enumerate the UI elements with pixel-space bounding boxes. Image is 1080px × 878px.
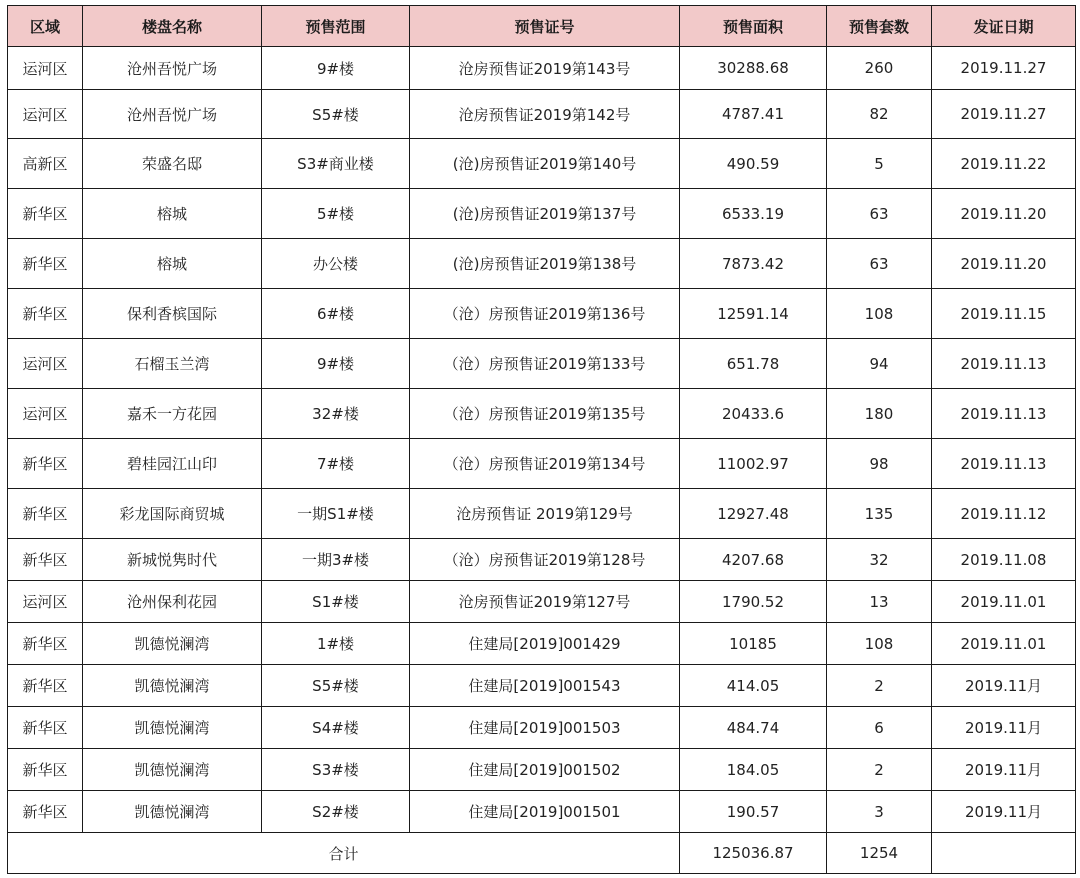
table-row — [8, 339, 1076, 389]
total-row — [8, 833, 1076, 874]
cell-presale-scope: S2#楼 — [262, 791, 410, 833]
cell-issue-date: 2019.11.01 — [932, 581, 1076, 623]
table-row — [8, 47, 1076, 90]
cell-issue-date: 2019.11.13 — [932, 389, 1076, 439]
cell-project-name: 沧州保利花园 — [83, 581, 262, 623]
cell-project-name: 新城悦隽时代 — [83, 539, 262, 581]
cell-project-name: 榕城 — [83, 189, 262, 239]
cell-presale-scope: 9#楼 — [262, 339, 410, 389]
cell-project-name: 保利香槟国际 — [83, 289, 262, 339]
cell-presale-area: 490.59 — [680, 139, 827, 189]
cell-presale-units: 2 — [827, 749, 932, 791]
cell-issue-date: 2019.11.12 — [932, 489, 1076, 539]
cell-license-number: （沧）房预售证2019第135号 — [410, 389, 680, 439]
cell-issue-date: 2019.11月 — [932, 791, 1076, 833]
cell-presale-scope: S5#楼 — [262, 665, 410, 707]
cell-presale-area: 414.05 — [680, 665, 827, 707]
cell-presale-area: 1790.52 — [680, 581, 827, 623]
cell-presale-area: 484.74 — [680, 707, 827, 749]
cell-presale-area: 184.05 — [680, 749, 827, 791]
cell-district: 运河区 — [8, 339, 83, 389]
cell-presale-units: 13 — [827, 581, 932, 623]
cell-license-number: 住建局[2019]001502 — [410, 749, 680, 791]
cell-issue-date: 2019.11.20 — [932, 239, 1076, 289]
header-district: 区域 — [8, 6, 83, 47]
cell-presale-scope: 32#楼 — [262, 389, 410, 439]
cell-project-name: 嘉禾一方花园 — [83, 389, 262, 439]
cell-presale-area: 6533.19 — [680, 189, 827, 239]
table-row — [8, 189, 1076, 239]
cell-license-number: (沧)房预售证2019第137号 — [410, 189, 680, 239]
cell-presale-scope: 一期S1#楼 — [262, 489, 410, 539]
cell-district: 新华区 — [8, 489, 83, 539]
presale-table — [7, 5, 1076, 874]
cell-issue-date: 2019.11.27 — [932, 90, 1076, 139]
cell-district: 高新区 — [8, 139, 83, 189]
cell-license-number: （沧）房预售证2019第128号 — [410, 539, 680, 581]
cell-project-name: 榕城 — [83, 239, 262, 289]
cell-issue-date: 2019.11.13 — [932, 339, 1076, 389]
cell-project-name: 凯德悦澜湾 — [83, 665, 262, 707]
cell-district: 运河区 — [8, 90, 83, 139]
cell-presale-units: 180 — [827, 389, 932, 439]
cell-issue-date: 2019.11.13 — [932, 439, 1076, 489]
table-row — [8, 389, 1076, 439]
cell-presale-units: 2 — [827, 665, 932, 707]
cell-project-name: 凯德悦澜湾 — [83, 707, 262, 749]
cell-license-number: 沧房预售证2019第142号 — [410, 90, 680, 139]
cell-presale-units: 98 — [827, 439, 932, 489]
cell-presale-area: 20433.6 — [680, 389, 827, 439]
cell-project-name: 凯德悦澜湾 — [83, 749, 262, 791]
cell-presale-area: 651.78 — [680, 339, 827, 389]
cell-presale-units: 5 — [827, 139, 932, 189]
cell-district: 运河区 — [8, 581, 83, 623]
cell-presale-scope: 7#楼 — [262, 439, 410, 489]
header-license-number: 预售证号 — [410, 6, 680, 47]
table-row — [8, 623, 1076, 665]
cell-project-name: 荣盛名邸 — [83, 139, 262, 189]
cell-district: 新华区 — [8, 439, 83, 489]
cell-district: 运河区 — [8, 47, 83, 90]
cell-presale-scope: 一期3#楼 — [262, 539, 410, 581]
cell-project-name: 彩龙国际商贸城 — [83, 489, 262, 539]
cell-presale-units: 63 — [827, 239, 932, 289]
cell-issue-date: 2019.11.22 — [932, 139, 1076, 189]
header-project-name: 楼盘名称 — [83, 6, 262, 47]
cell-presale-scope: S3#楼 — [262, 749, 410, 791]
cell-license-number: （沧）房预售证2019第134号 — [410, 439, 680, 489]
cell-issue-date: 2019.11.20 — [932, 189, 1076, 239]
cell-presale-scope: 9#楼 — [262, 47, 410, 90]
table-row — [8, 90, 1076, 139]
cell-district: 新华区 — [8, 707, 83, 749]
cell-issue-date: 2019.11.27 — [932, 47, 1076, 90]
cell-district: 新华区 — [8, 239, 83, 289]
cell-issue-date: 2019.11月 — [932, 665, 1076, 707]
table-row — [8, 749, 1076, 791]
cell-license-number: 住建局[2019]001543 — [410, 665, 680, 707]
cell-presale-units: 135 — [827, 489, 932, 539]
cell-presale-area: 12591.14 — [680, 289, 827, 339]
cell-presale-units: 108 — [827, 623, 932, 665]
cell-district: 新华区 — [8, 665, 83, 707]
cell-presale-units: 108 — [827, 289, 932, 339]
cell-presale-scope: 6#楼 — [262, 289, 410, 339]
cell-presale-area: 7873.42 — [680, 239, 827, 289]
cell-issue-date: 2019.11月 — [932, 707, 1076, 749]
cell-project-name: 沧州吾悦广场 — [83, 90, 262, 139]
header-row — [8, 6, 1076, 47]
table-row — [8, 581, 1076, 623]
cell-presale-area: 190.57 — [680, 791, 827, 833]
total-empty-cell — [932, 833, 1076, 874]
cell-license-number: (沧)房预售证2019第140号 — [410, 139, 680, 189]
cell-presale-scope: S3#商业楼 — [262, 139, 410, 189]
cell-license-number: 住建局[2019]001501 — [410, 791, 680, 833]
cell-presale-area: 12927.48 — [680, 489, 827, 539]
table-row — [8, 439, 1076, 489]
cell-presale-units: 3 — [827, 791, 932, 833]
cell-district: 新华区 — [8, 623, 83, 665]
cell-issue-date: 2019.11.08 — [932, 539, 1076, 581]
cell-license-number: （沧）房预售证2019第136号 — [410, 289, 680, 339]
cell-presale-scope: 办公楼 — [262, 239, 410, 289]
cell-district: 新华区 — [8, 189, 83, 239]
cell-issue-date: 2019.11.15 — [932, 289, 1076, 339]
cell-presale-units: 32 — [827, 539, 932, 581]
cell-district: 新华区 — [8, 791, 83, 833]
total-units: 1254 — [827, 833, 932, 874]
cell-presale-units: 63 — [827, 189, 932, 239]
cell-district: 新华区 — [8, 749, 83, 791]
cell-presale-scope: S4#楼 — [262, 707, 410, 749]
header-presale-scope: 预售范围 — [262, 6, 410, 47]
cell-presale-units: 94 — [827, 339, 932, 389]
table-row — [8, 489, 1076, 539]
cell-project-name: 沧州吾悦广场 — [83, 47, 262, 90]
table-row — [8, 791, 1076, 833]
cell-presale-scope: S5#楼 — [262, 90, 410, 139]
cell-license-number: 沧房预售证2019第127号 — [410, 581, 680, 623]
header-presale-area: 预售面积 — [680, 6, 827, 47]
cell-presale-area: 4207.68 — [680, 539, 827, 581]
table-row — [8, 139, 1076, 189]
cell-project-name: 凯德悦澜湾 — [83, 791, 262, 833]
cell-presale-scope: 5#楼 — [262, 189, 410, 239]
cell-license-number: 住建局[2019]001503 — [410, 707, 680, 749]
cell-presale-units: 82 — [827, 90, 932, 139]
cell-project-name: 石榴玉兰湾 — [83, 339, 262, 389]
cell-presale-units: 260 — [827, 47, 932, 90]
header-presale-units: 预售套数 — [827, 6, 932, 47]
cell-license-number: (沧)房预售证2019第138号 — [410, 239, 680, 289]
cell-license-number: 住建局[2019]001429 — [410, 623, 680, 665]
cell-issue-date: 2019.11月 — [932, 749, 1076, 791]
cell-presale-area: 30288.68 — [680, 47, 827, 90]
table-row — [8, 665, 1076, 707]
cell-district: 新华区 — [8, 289, 83, 339]
cell-license-number: 沧房预售证2019第143号 — [410, 47, 680, 90]
table-row — [8, 539, 1076, 581]
cell-presale-area: 10185 — [680, 623, 827, 665]
cell-district: 新华区 — [8, 539, 83, 581]
cell-project-name: 凯德悦澜湾 — [83, 623, 262, 665]
total-label: 合计 — [8, 833, 680, 874]
cell-license-number: 沧房预售证 2019第129号 — [410, 489, 680, 539]
table-row — [8, 707, 1076, 749]
cell-presale-scope: 1#楼 — [262, 623, 410, 665]
cell-project-name: 碧桂园江山印 — [83, 439, 262, 489]
cell-license-number: （沧）房预售证2019第133号 — [410, 339, 680, 389]
cell-presale-area: 11002.97 — [680, 439, 827, 489]
total-area: 125036.87 — [680, 833, 827, 874]
cell-issue-date: 2019.11.01 — [932, 623, 1076, 665]
table-row — [8, 289, 1076, 339]
cell-district: 运河区 — [8, 389, 83, 439]
table-row — [8, 239, 1076, 289]
cell-presale-units: 6 — [827, 707, 932, 749]
cell-presale-area: 4787.41 — [680, 90, 827, 139]
header-issue-date: 发证日期 — [932, 6, 1076, 47]
cell-presale-scope: S1#楼 — [262, 581, 410, 623]
